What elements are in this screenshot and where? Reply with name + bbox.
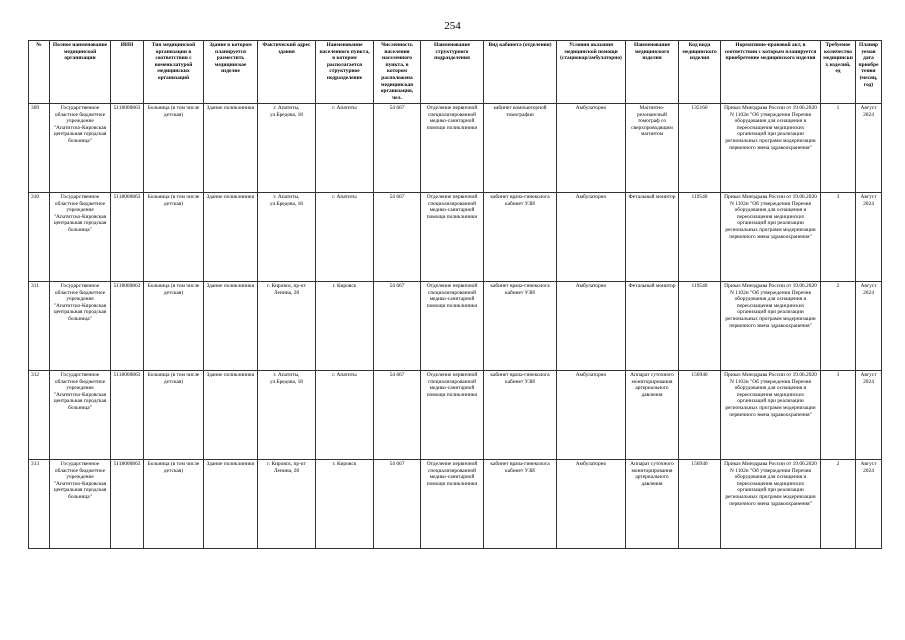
cell-code: 135160	[679, 104, 721, 193]
cell-num: 313	[29, 460, 50, 549]
cell-cabinet: кабинет врача-гинеколога кабинет УЗИ	[484, 193, 557, 282]
cell-type: Больница (в том числе детская)	[144, 193, 204, 282]
cell-date: Август 2024	[856, 282, 882, 371]
cell-conditions: Амбулаторно	[557, 282, 626, 371]
cell-address: г. Апатиты, ул.Бредова, 18	[258, 193, 316, 282]
cell-cabinet: кабинет врача-гинеколога кабинет УЗИ	[484, 282, 557, 371]
cell-num: 311	[29, 282, 50, 371]
cell-locality: г. Кировск	[316, 282, 374, 371]
cell-inn: 5118000863	[111, 104, 144, 193]
cell-type: Больница (в том числе детская)	[144, 282, 204, 371]
cell-qty: 2	[821, 282, 856, 371]
cell-building: Здание поликлиники	[204, 371, 258, 460]
cell-num: 309	[29, 104, 50, 193]
cell-population: 54 667	[374, 104, 421, 193]
cell-building: Здание поликлиники	[204, 460, 258, 549]
cell-device: Фетальный монитор	[626, 193, 679, 282]
table-row	[29, 282, 882, 371]
cell-qty: 2	[821, 460, 856, 549]
cell-locality: г. Апатиты	[316, 371, 374, 460]
cell-conditions: Амбулаторно	[557, 460, 626, 549]
cell-conditions: Амбулаторно	[557, 104, 626, 193]
col-header-device: Наименование медицинского изделия	[626, 41, 679, 104]
table-row	[29, 371, 882, 460]
cell-population: 54 667	[374, 371, 421, 460]
cell-code: 119540	[679, 282, 721, 371]
cell-inn: 5118000863	[111, 282, 144, 371]
cell-building: Здание поликлиники	[204, 282, 258, 371]
col-header-inn: ИНН	[111, 41, 144, 104]
header-row	[29, 41, 882, 104]
col-header-unit: Наименование структурного подразделения	[421, 41, 484, 104]
cell-population: 54 667	[374, 460, 421, 549]
cell-act: Приказ Минздрава России от 19.06.2020 N 1102н "Об утверждении Перечня оборудования для оснащения и переоснащения медицинских организаций при реализации региональных программ модернизации первичного звена здравоохранения"	[721, 104, 821, 193]
cell-code: 119540	[679, 193, 721, 282]
cell-cabinet: кабинет врача-гинеколога кабинет УЗИ	[484, 460, 557, 549]
cell-unit: Отделение первичной специализированной медико-санитарной помощи поликлиники	[421, 460, 484, 549]
cell-org: Государственное областное бюджетное учреждение "Апатитско-Кировская центральная городская больница"	[50, 104, 111, 193]
cell-conditions: Амбулаторно	[557, 371, 626, 460]
cell-device: Фетальный монитор	[626, 282, 679, 371]
cell-unit: Отделение первичной специализированной медико-санитарной помощи поликлиники	[421, 193, 484, 282]
table-row	[29, 193, 882, 282]
cell-building: Здание поликлиники	[204, 104, 258, 193]
cell-locality: г. Апатиты	[316, 104, 374, 193]
cell-address: г. Апатиты, ул.Бредова, 18	[258, 104, 316, 193]
cell-date: Август 2024	[856, 193, 882, 282]
cell-org: Государственное областное бюджетное учреждение "Апатитско-Кировская центральная городская больница"	[50, 282, 111, 371]
col-header-population: Численность населения населенного пункта, в котором расположена медицинская организация, чел.	[374, 41, 421, 104]
cell-date: Август 2024	[856, 371, 882, 460]
cell-address: г. Апатиты, ул.Бредова, 18	[258, 371, 316, 460]
col-header-num: №	[29, 41, 50, 104]
cell-act: Приказ Минздрава России от 19.06.2020 N 1102н "Об утверждении Перечня оборудования для оснащения и переоснащения медицинских организаций при реализации региональных программ модернизации первичного звена здравоохранения"	[721, 193, 821, 282]
col-header-org: Полное наименование медицинской организации	[50, 41, 111, 104]
cell-org: Государственное областное бюджетное учреждение "Апатитско-Кировская центральная городская больница"	[50, 193, 111, 282]
cell-address: г. Кировск, пр-кт Ленина, 28	[258, 460, 316, 549]
cell-device: Аппарат суточного мониторирования артериального давления	[626, 371, 679, 460]
cell-inn: 5118000863	[111, 460, 144, 549]
cell-org: Государственное областное бюджетное учреждение "Апатитско-Кировская центральная городская больница"	[50, 371, 111, 460]
col-header-address: Фактический адрес здания	[258, 41, 316, 104]
equipment-table	[28, 40, 882, 549]
cell-date: Август 2024	[856, 104, 882, 193]
table-row	[29, 460, 882, 549]
cell-inn: 5118000863	[111, 371, 144, 460]
col-header-code: Код вида медицинского изделия	[679, 41, 721, 104]
cell-building: Здание поликлиники	[204, 193, 258, 282]
cell-act: Приказ Минздрава России от 19.06.2020 N 1102н "Об утверждении Перечня оборудования для оснащения и переоснащения медицинских организаций при реализации региональных программ модернизации первичного звена здравоохранения"	[721, 460, 821, 549]
col-header-cabinet: Вид кабинета (отделения)	[484, 41, 557, 104]
table-body	[29, 104, 882, 549]
cell-device: Аппарат суточного мониторирования артериального давления	[626, 460, 679, 549]
cell-conditions: Амбулаторно	[557, 193, 626, 282]
cell-code: 156940	[679, 460, 721, 549]
cell-act: Приказ Минздрава России от 19.06.2020 N 1102н "Об утверждении Перечня оборудования для оснащения и переоснащения медицинских организаций при реализации региональных программ модернизации первичного звена здравоохранения"	[721, 282, 821, 371]
col-header-conditions: Условия оказания медицинской помощи (стационар/амбулаторно)	[557, 41, 626, 104]
cell-num: 310	[29, 193, 50, 282]
col-header-qty: Требуемое количество медицинских изделий, ед	[821, 41, 856, 104]
cell-device: Магнитно-резонансный томограф со сверхпроводящим магнитом	[626, 104, 679, 193]
table-header	[29, 41, 882, 104]
cell-population: 54 667	[374, 282, 421, 371]
cell-type: Больница (в том числе детская)	[144, 104, 204, 193]
col-header-building: Здание в котором планируется разместить медицинское изделие	[204, 41, 258, 104]
col-header-date: Планируемая дата приобретения (месяц, год)	[856, 41, 882, 104]
cell-cabinet: кабинет врача-гинеколога кабинет УЗИ	[484, 371, 557, 460]
cell-qty: 3	[821, 193, 856, 282]
cell-act: Приказ Минздрава России от 19.06.2020 N 1102н "Об утверждении Перечня оборудования для оснащения и переоснащения медицинских организаций при реализации региональных программ модернизации первичного звена здравоохранения"	[721, 371, 821, 460]
page-number: 254	[444, 20, 461, 32]
cell-population: 54 667	[374, 193, 421, 282]
cell-locality: г. Апатиты	[316, 193, 374, 282]
cell-unit: Отделение первичной специализированной медико-санитарной помощи поликлиники	[421, 371, 484, 460]
cell-code: 156940	[679, 371, 721, 460]
cell-unit: Отделение первичной специализированной медико-санитарной помощи поликлиники	[421, 282, 484, 371]
cell-org: Государственное областное бюджетное учреждение "Апатитско-Кировская центральная городская больница"	[50, 460, 111, 549]
cell-inn: 5118000863	[111, 193, 144, 282]
cell-unit: Отделение первичной специализированной медико-санитарной помощи поликлиники	[421, 104, 484, 193]
table-row	[29, 104, 882, 193]
cell-date: Август 2024	[856, 460, 882, 549]
col-header-type: Тип медицинской организации в соответствии с номенклатурой медицинских организаций	[144, 41, 204, 104]
cell-address: г. Кировск, пр-кт Ленина, 28	[258, 282, 316, 371]
cell-locality: г. Кировск	[316, 460, 374, 549]
col-header-act: Нормативно-правовой акт, в соответствии с которым планируется приобретение медицинского изделия	[721, 41, 821, 104]
cell-type: Больница (в том числе детская)	[144, 460, 204, 549]
cell-type: Больница (в том числе детская)	[144, 371, 204, 460]
cell-num: 312	[29, 371, 50, 460]
cell-qty: 1	[821, 104, 856, 193]
cell-qty: 3	[821, 371, 856, 460]
cell-cabinet: кабинет компьютерной томографии	[484, 104, 557, 193]
col-header-locality: Наименование населенного пункта, в котором располагается структурное подразделение	[316, 41, 374, 104]
